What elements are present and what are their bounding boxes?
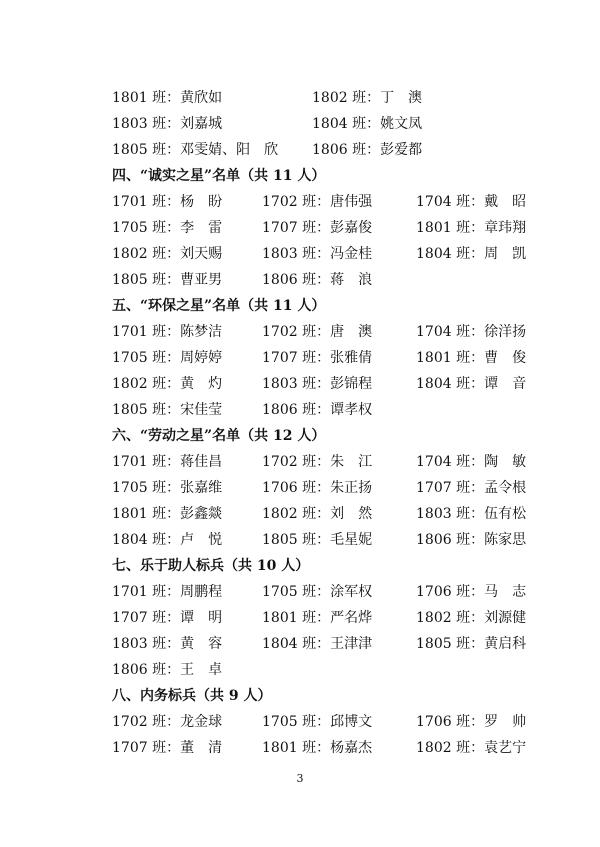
section-heading: 五、“环保之星”名单（共 11 人）	[112, 298, 326, 314]
class-entry: 1802 班：丁 澳	[312, 90, 423, 106]
class-entry: 1805 班：毛星妮	[262, 532, 373, 548]
section-heading: 八、内务标兵（共 9 人）	[112, 688, 272, 704]
class-entry: 1803 班：刘嘉城	[112, 116, 223, 132]
class-entry: 1801 班：章玮翔	[416, 220, 527, 236]
class-entry: 1704 班：戴 昭	[416, 194, 527, 210]
class-entry: 1707 班：谭 明	[112, 610, 223, 626]
class-entry: 1705 班：李 雷	[112, 220, 223, 236]
name-row	[0, 345, 600, 371]
name-row	[0, 709, 600, 735]
name-row	[0, 85, 600, 111]
name-row	[0, 111, 600, 137]
name-row	[0, 449, 600, 475]
class-entry: 1707 班：张雅倩	[262, 350, 373, 366]
name-row	[0, 137, 600, 163]
class-entry: 1707 班：孟令根	[416, 480, 527, 496]
section-heading: 六、“劳动之星”名单（共 12 人）	[112, 428, 326, 444]
class-entry: 1801 班：彭鑫燚	[112, 506, 223, 522]
class-entry: 1704 班：徐洋扬	[416, 324, 527, 340]
class-entry: 1701 班：陈梦洁	[112, 324, 223, 340]
class-entry: 1707 班：董 清	[112, 740, 223, 756]
class-entry: 1804 班：王津津	[262, 636, 373, 652]
name-row	[0, 215, 600, 241]
class-entry: 1804 班：谭 音	[416, 376, 527, 392]
class-entry: 1803 班：伍有松	[416, 506, 527, 522]
class-entry: 1805 班：宋佳莹	[112, 402, 223, 418]
name-row	[0, 605, 600, 631]
name-row	[0, 241, 600, 267]
name-row	[0, 475, 600, 501]
page-number: 3	[296, 772, 304, 785]
class-entry: 1801 班：黄欣如	[112, 90, 223, 106]
class-entry: 1806 班：蒋 浪	[262, 272, 373, 288]
name-row	[0, 189, 600, 215]
class-entry: 1803 班：彭锦程	[262, 376, 373, 392]
name-row	[0, 735, 600, 761]
class-entry: 1705 班：邱博文	[262, 714, 373, 730]
name-row	[0, 657, 600, 683]
class-entry: 1802 班：黄 灼	[112, 376, 223, 392]
class-entry: 1804 班：卢 悦	[112, 532, 223, 548]
class-entry: 1704 班：陶 敏	[416, 454, 527, 470]
class-entry: 1806 班：王 卓	[112, 662, 223, 678]
class-entry: 1705 班：周婷婷	[112, 350, 223, 366]
class-entry: 1804 班：姚文凤	[312, 116, 423, 132]
class-entry: 1707 班：彭嘉俊	[262, 220, 373, 236]
class-entry: 1705 班：涂军权	[262, 584, 373, 600]
class-entry: 1802 班：刘源健	[416, 610, 527, 626]
name-row	[0, 527, 600, 553]
class-entry: 1801 班：杨嘉杰	[262, 740, 373, 756]
name-row	[0, 267, 600, 293]
class-entry: 1806 班：陈家思	[416, 532, 527, 548]
class-entry: 1802 班：刘 然	[262, 506, 373, 522]
class-entry: 1702 班：唐伟强	[262, 194, 373, 210]
class-entry: 1701 班：蒋佳昌	[112, 454, 223, 470]
name-row	[0, 371, 600, 397]
name-row	[0, 501, 600, 527]
class-entry: 1801 班：曹 俊	[416, 350, 527, 366]
class-entry: 1802 班：袁艺宁	[416, 740, 527, 756]
class-entry: 1801 班：严名烨	[262, 610, 373, 626]
class-entry: 1702 班：朱 江	[262, 454, 373, 470]
class-entry: 1805 班：邓雯婧、阳 欣	[112, 142, 279, 158]
class-entry: 1803 班：冯金桂	[262, 246, 373, 262]
class-entry: 1806 班：彭爱都	[312, 142, 423, 158]
class-entry: 1705 班：张嘉维	[112, 480, 223, 496]
name-row	[0, 397, 600, 423]
class-entry: 1706 班：朱正扬	[262, 480, 373, 496]
class-entry: 1701 班：杨 盼	[112, 194, 223, 210]
class-entry: 1804 班：周 凯	[416, 246, 527, 262]
class-entry: 1805 班：黄启科	[416, 636, 527, 652]
name-row	[0, 319, 600, 345]
section-heading: 四、“诚实之星”名单（共 11 人）	[112, 168, 326, 184]
class-entry: 1702 班：龙金球	[112, 714, 223, 730]
class-entry: 1701 班：周鹏程	[112, 584, 223, 600]
name-row	[0, 579, 600, 605]
class-entry: 1706 班：马 志	[416, 584, 527, 600]
class-entry: 1806 班：谭孝权	[262, 402, 373, 418]
class-entry: 1805 班：曹亚男	[112, 272, 223, 288]
class-entry: 1702 班：唐 澳	[262, 324, 373, 340]
class-entry: 1803 班：黄 容	[112, 636, 223, 652]
class-entry: 1802 班：刘天赐	[112, 246, 223, 262]
section-heading: 七、乐于助人标兵（共 10 人）	[112, 558, 310, 574]
name-row	[0, 631, 600, 657]
class-entry: 1706 班：罗 帅	[416, 714, 527, 730]
